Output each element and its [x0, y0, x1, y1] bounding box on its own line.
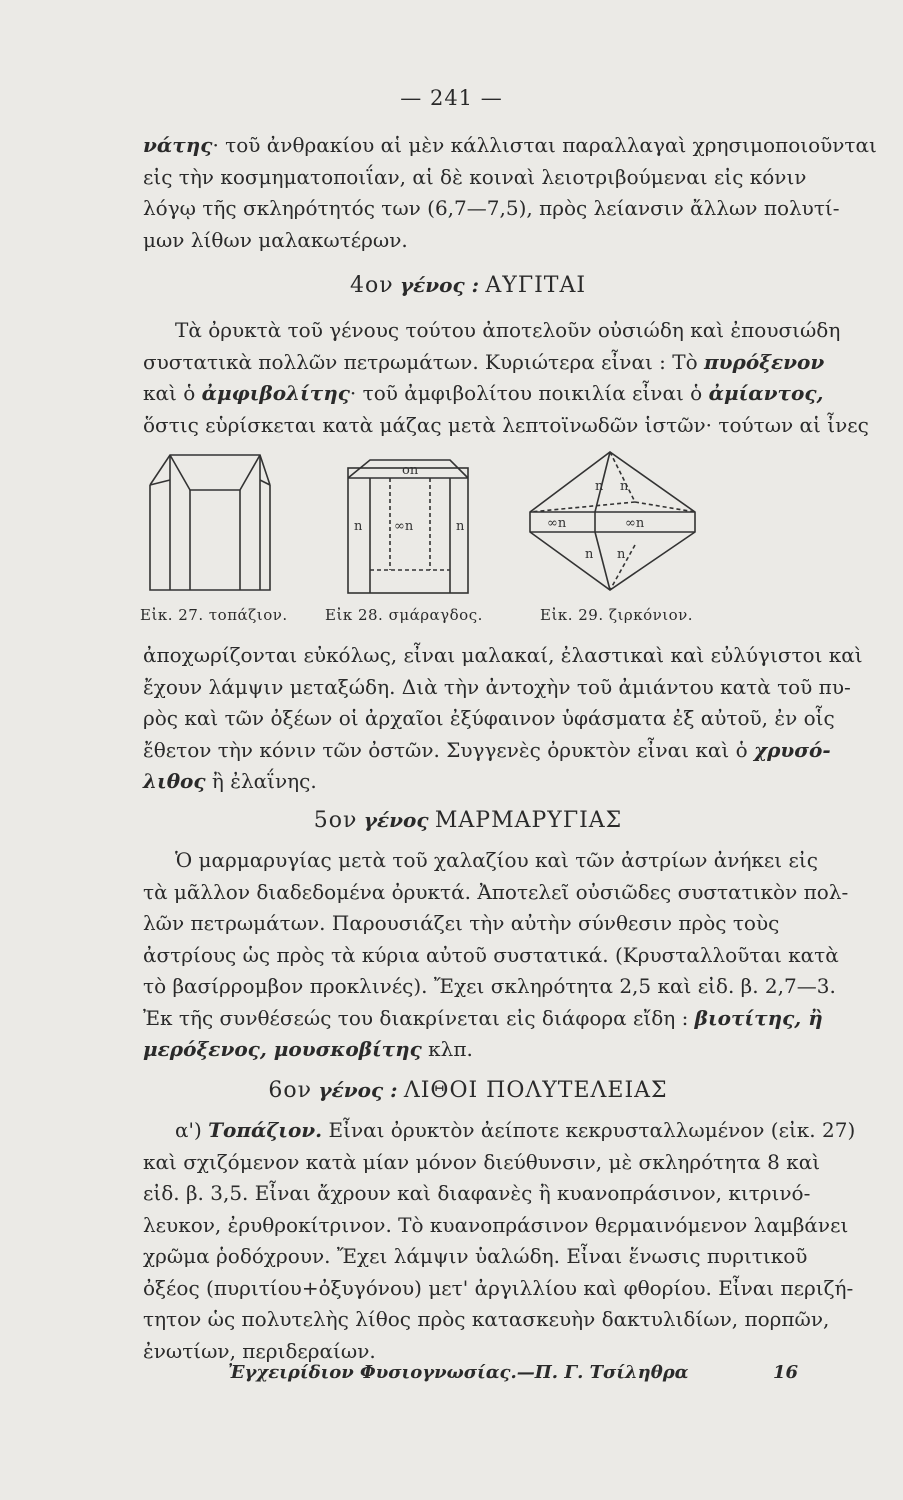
fig29-label: ∞n: [547, 516, 567, 531]
mineral-term: λιθος: [143, 769, 206, 793]
line-text: τητον ὡς πολυτελὴς λίθος πρὸς κατασκευὴν δακτυλιδίων, πορπῶν,: [143, 1307, 830, 1331]
text-line: [143, 640, 863, 672]
line-text: καὶ ὁ: [143, 381, 202, 405]
heading-genos: γένος: [363, 808, 429, 832]
line-text: τὸ βασίρρομβον προκλινές). Ἔχει σκληρότητα 2,5 καὶ εἰδ. β. 2,7—3.: [143, 974, 836, 998]
text-line: [143, 193, 840, 225]
paragraph-1: [143, 130, 877, 256]
paragraph-5: [143, 1115, 856, 1367]
mineral-term: νάτης: [143, 133, 213, 157]
line-text: λῶν πετρωμάτων. Παρουσιάζει τὴν αὐτὴν σύνθεσιν πρὸς τοὺς: [143, 911, 780, 935]
line-text: ἢ ἐλαΐνης.: [205, 769, 317, 793]
fig28-label: ∞n: [394, 519, 414, 534]
line-text: λόγῳ τῆς σκληρότητός των (6,7—7,5), πρὸς λείανσιν ἄλλων πολυτί-: [143, 196, 840, 220]
line-text: ἐνωτίων, περιδεραίων.: [143, 1338, 376, 1363]
text-line: [143, 1003, 823, 1035]
text-line: [143, 378, 824, 410]
fig28-label: οn: [402, 463, 419, 478]
footer-signature-number: 16: [772, 1362, 798, 1383]
line-text: συστατικὰ πολλῶν πετρωμάτων. Κυριώτερα εἶναι : Τὸ: [143, 349, 705, 374]
mineral-term: μερόξενος, μουσκοβίτης: [143, 1037, 422, 1061]
mineral-term: χρυσό-: [753, 737, 831, 762]
line-text: ὀξέος (πυριτίου+ὀξυγόνου) μετ' ἀργιλλίου καὶ φθορίου. Εἶναι περιζή-: [143, 1275, 854, 1300]
heading-number: 5ον: [313, 808, 358, 833]
paragraph-3: [143, 640, 863, 798]
fig28-label: n: [456, 519, 465, 534]
line-text: κλπ.: [421, 1037, 473, 1061]
text-line: [143, 845, 818, 877]
heading-genos: γένος :: [318, 1078, 398, 1102]
line-text: εἰδ. β. 3,5. Εἶναι ἄχρουν καὶ διαφανὲς ἢ κυανοπράσινον, κιτρινό-: [143, 1181, 811, 1205]
text-line: [143, 735, 831, 767]
mineral-term: πυρόξενον: [704, 349, 825, 374]
mineral-term: ἀμφιβολίτης: [201, 381, 350, 405]
text-line: [143, 971, 836, 1003]
line-text: · τοῦ ἀνθρακίου αἱ μὲν κάλλισται παραλλαγαὶ χρησιμοποιοῦνται: [212, 133, 877, 157]
fig29-label: n: [617, 547, 626, 562]
line-text: χρῶμα ῥοδόχρουν. Ἔχει λάμψιν ὑαλώδη. Εἶναι ἕνωσις πυριτικοῦ: [143, 1244, 808, 1268]
topaz-crystal-figure: [140, 450, 290, 600]
section-heading-4: [143, 270, 793, 302]
line-text: ρὸς καὶ τῶν ὀξέων οἱ ἀρχαῖοι ἐξύφαινον ὑφάσματα ἐξ αὐτοῦ, ἐν οἷς: [143, 706, 835, 730]
text-line: [143, 1241, 808, 1273]
fig29-label: n: [595, 479, 604, 494]
line-text: · τοῦ ἀμφιβολίτου ποικιλία εἶναι ὁ: [349, 381, 709, 405]
fig28-label: n: [354, 519, 363, 534]
text-line: [143, 162, 807, 194]
fig29-label: n: [620, 479, 629, 494]
line-text: Ὁ μαρμαρυγίας μετὰ τοῦ χαλαζίου καὶ τῶν ἀστρίων ἀνήκει εἰς: [175, 848, 818, 872]
text-line: [143, 410, 869, 442]
page-number: — 241 —: [400, 86, 503, 110]
line-text: εἰς τὴν κοσμηματοποιΐαν, αἱ δὲ κοιναὶ λειοτριβούμεναι εἰς κόνιν: [143, 164, 807, 189]
heading-name: ΛΙΘΟΙ ΠΟΛΥΤΕΛΕΙΑΣ: [403, 1078, 668, 1103]
text-line: [143, 766, 793, 798]
mineral-term: Τοπάζιον.: [208, 1118, 323, 1142]
line-text: Τὰ ὀρυκτὰ τοῦ γένους τούτου ἀποτελοῦν οὐσιώδη καὶ ἐπουσιώδη: [175, 318, 841, 342]
line-text: ἀστρίους ὡς πρὸς τὰ κύρια αὐτοῦ συστατικά. (Κρυσταλλοῦται κατὰ: [143, 942, 839, 967]
figure-29-caption: Εἰκ. 29. ζιρκόνιον.: [540, 606, 694, 624]
text-line: [143, 1178, 811, 1210]
section-heading-6: [143, 1075, 793, 1107]
text-line: [143, 1304, 830, 1336]
text-line: [143, 130, 877, 162]
line-text: α'): [175, 1118, 209, 1142]
text-line: [143, 1273, 854, 1305]
line-text: μων λίθων μαλακωτέρων.: [143, 227, 408, 252]
line-text: ὅστις εὑρίσκεται κατὰ μάζας μετὰ λεπτοϊνωδῶν ἱστῶν· τούτων αἱ ἶνες: [143, 412, 869, 437]
text-line: [143, 703, 835, 735]
text-line: [143, 1115, 856, 1147]
line-text: Ἐκ τῆς συνθέσεώς του διακρίνεται εἰς διάφορα εἴδη :: [143, 1005, 695, 1030]
paragraph-4: [143, 845, 849, 1066]
text-line: [143, 1147, 821, 1179]
text-line: [143, 315, 841, 347]
text-line: [143, 877, 849, 909]
crystal-figures: [140, 450, 800, 640]
line-text: ἀποχωρίζονται εὐκόλως, εἶναι μαλακαί, ἐλαστικαὶ καὶ εὐλύγιστοι καὶ: [143, 643, 863, 667]
text-line: [143, 672, 851, 704]
heading-number: 4ον: [349, 273, 394, 298]
line-text: λευκον, ἐρυθροκίτρινον. Τὸ κυανοπράσινον θερμαινόμενον λαμβάνει: [143, 1212, 849, 1237]
heading-genos: γένος :: [399, 273, 480, 297]
mineral-term: βιοτίτης, ἢ: [694, 1005, 823, 1030]
mineral-term: ἀμίαντος,: [708, 381, 824, 405]
fig29-label: ∞n: [625, 516, 645, 531]
text-line: [143, 1210, 849, 1242]
section-heading-5: [143, 805, 793, 837]
figure-28-caption: Εἰκ 28. σμάραγδος.: [325, 606, 483, 624]
text-line: [143, 908, 793, 940]
emerald-crystal-figure: [340, 450, 480, 600]
text-line: [143, 1034, 793, 1066]
line-text: τὰ μᾶλλον διαδεδομένα ὀρυκτά. Ἀποτελεῖ οὐσιῶδες συστατικὸν πολ-: [143, 879, 849, 904]
line-text: Εἶναι ὀρυκτὸν ἀείποτε κεκρυσταλλωμένον (εἰκ. 27): [322, 1118, 856, 1142]
line-text: ἔθετον τὴν κόνιν τῶν ὀστῶν. Συγγενὲς ὀρυκτὸν εἶναι καὶ ὁ: [143, 737, 754, 762]
line-text: ἔχουν λάμψιν μεταξώδη. Διὰ τὴν ἀντοχὴν τοῦ ἀμιάντου κατὰ τοῦ πυ-: [143, 674, 851, 699]
line-text: καὶ σχιζόμενον κατὰ μίαν μόνον διεύθυνσιν, μὲ σκληρότητα 8 καὶ: [143, 1149, 821, 1174]
text-line: [143, 347, 825, 379]
text-line: [143, 940, 839, 972]
heading-name: ΜΑΡΜΑΡΥΓΙΑΣ: [434, 808, 623, 833]
footer-book-title: Ἐγχειρίδιον Φυσιογνωσίας.—Π. Γ. Τσίληθρα: [228, 1362, 689, 1383]
page-footer: [228, 1362, 798, 1383]
heading-number: 6ον: [268, 1078, 312, 1103]
text-line: [143, 225, 793, 257]
zircon-crystal-figure: [525, 450, 700, 600]
paragraph-2: [143, 315, 869, 441]
heading-name: ΑΥΓΙΤΑΙ: [485, 273, 587, 298]
fig29-label: n: [585, 547, 594, 562]
figure-27-caption: Εἰκ. 27. τοπάζιον.: [140, 606, 288, 624]
